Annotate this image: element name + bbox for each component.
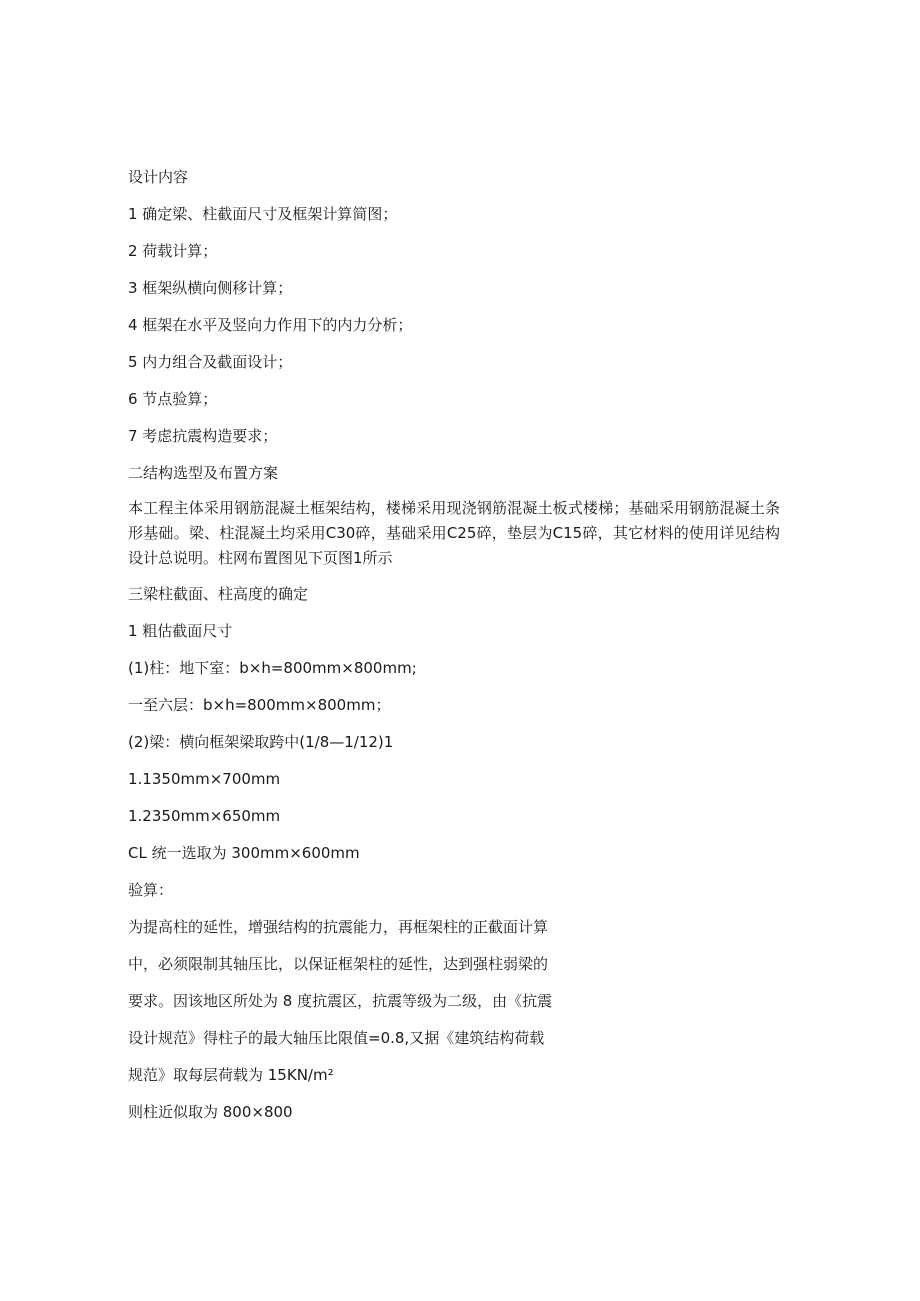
design-item-1: 1 确定梁、柱截面尺寸及框架计算简图； (128, 205, 398, 223)
column-floors: 一至六层：b×h=800mm×800mm； (128, 696, 391, 714)
check-line-3: 要求。因该地区所处为 8 度抗震区，抗震等级为二级，由《抗震 (128, 992, 553, 1010)
beam-size-2: 1.2350mm×650mm (128, 807, 281, 825)
design-item-6: 6 节点验算； (128, 390, 218, 408)
beam-intro: (2)梁：横向框架梁取跨中(1/8—1/12)1 (128, 733, 394, 751)
check-line-2: 中，必须限制其轴压比，以保证框架柱的延性，达到强柱弱梁的 (128, 955, 549, 973)
design-item-5: 5 内力组合及截面设计； (128, 353, 293, 371)
check-line-1: 为提高柱的延性，增强结构的抗震能力，再框架柱的正截面计算 (128, 918, 549, 936)
heading-design: 设计内容 (128, 168, 189, 186)
check-title: 验算： (128, 881, 174, 899)
beam-size-1: 1.1350mm×700mm (128, 770, 281, 788)
design-item-2: 2 荷载计算； (128, 242, 218, 260)
check-line-5: 规范》取每层荷载为 15KN/m² (128, 1066, 334, 1084)
design-item-4: 4 框架在水平及竖向力作用下的内力分析； (128, 316, 413, 334)
heading-section: 三梁柱截面、柱高度的确定 (128, 585, 309, 603)
heading-structure: 二结构选型及布置方案 (128, 464, 279, 482)
conclusion: 则柱近似取为 800×800 (128, 1103, 293, 1121)
estimate-title: 1 粗估截面尺寸 (128, 622, 233, 640)
structure-paragraph: 本工程主体采用钢筋混凝土框架结构，楼梯采用现浇钢筋混凝土板式楼梯；基础采用钢筋混凝土条形基础。梁、柱混凝土均采用C30碎，基础采用C25碎，垫层为C15碎，其它材料的使用详见结构设计总说明。柱网布置图见下页图1所示 (128, 499, 780, 567)
design-item-3: 3 框架纵横向侧移计算； (128, 279, 293, 297)
column-basement: (1)柱：地下室：b×h=800mm×800mm; (128, 659, 417, 677)
cl-line: CL 统一选取为 300mm×600mm (128, 844, 360, 862)
design-item-7: 7 考虑抗震构造要求； (128, 427, 278, 445)
check-line-4: 设计规范》得柱子的最大轴压比限值=0.8,又据《建筑结构荷载 (128, 1029, 545, 1047)
